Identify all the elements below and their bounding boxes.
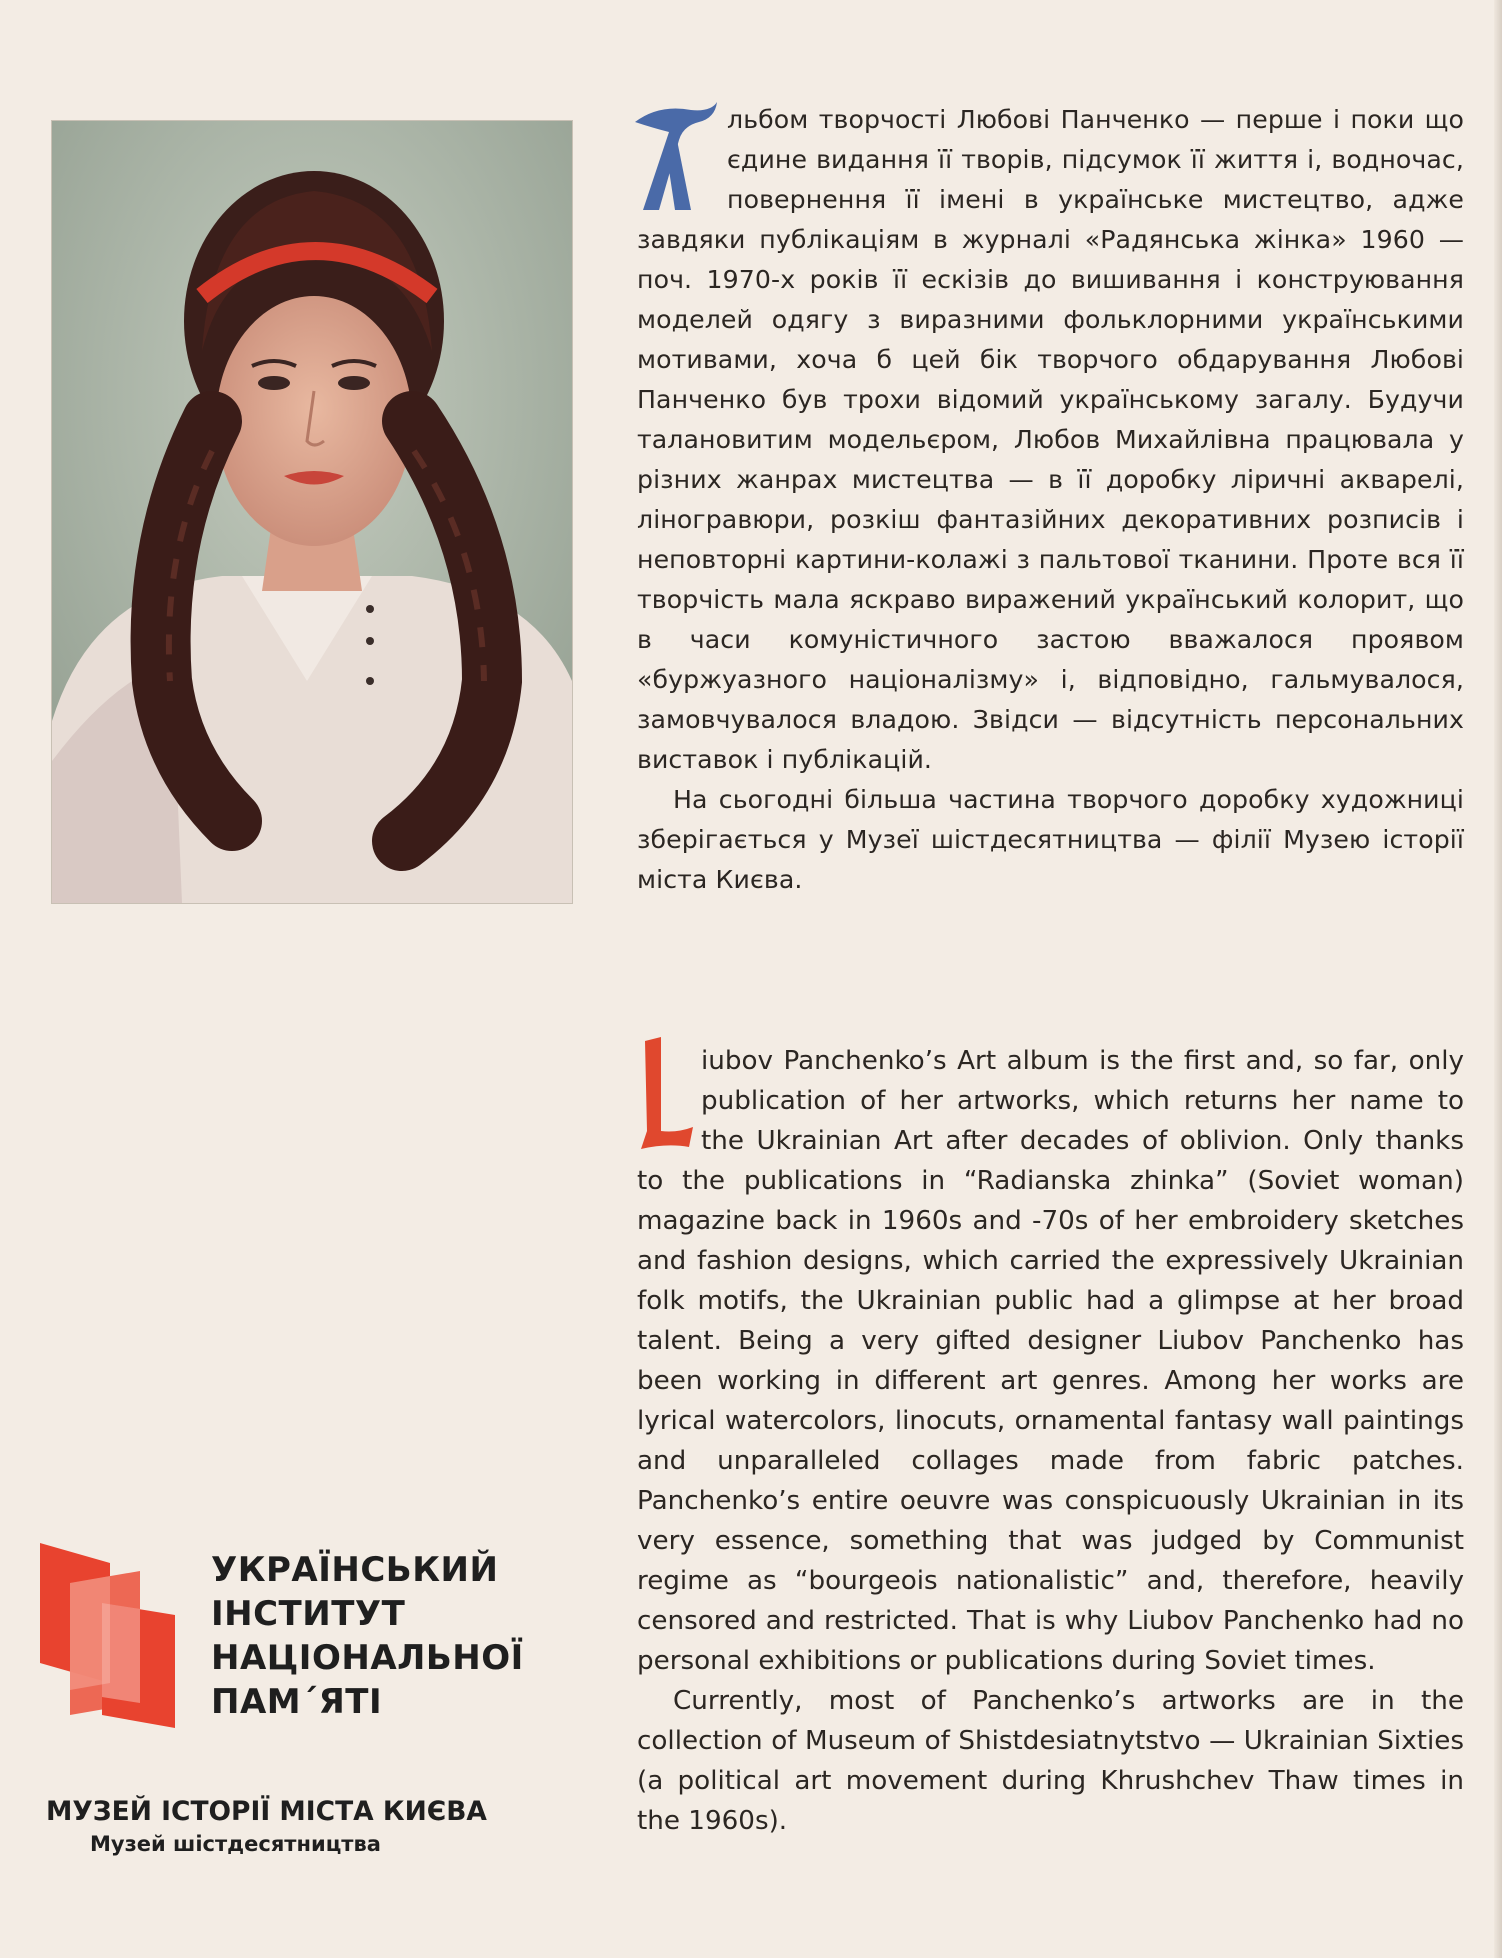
article-ua [629, 100, 1464, 900]
en-paragraph-1: iubov Panchenko’s Art album is the first and, so far, only publication of her artworks, which returns her name to the Ukrainian Art after decades of oblivion. Only thanks to the publications in “Radianska zhinka” (Soviet woman) magazine back in 1960s and -70s of her embroidery sketches and fashion designs, which carried the expressively Ukrainian folk motifs, the Ukrainian public had a glimpse at her broad talent. Being a very gifted designer Liubov Panchenko has been working in different art genres. Among her works are lyrical watercolors, linocuts, ornamental fantasy wall paintings and unparalleled collages made from fabric patches. Panchenko’s entire oeuvre was conspicuously Ukrainian in its very essence, something that was judged by Communist regime as “bourgeois nationalistic” and, therefore, heavily censored and restricted. That is why Liubov Panchenko had no personal exhibitions or publications during Soviet times. [637, 1046, 1464, 1676]
en-paragraph-2: Currently, most of Panchenko’s artworks are in the collection of Museum of Shistdesiatnytstvo — Ukrainian Sixties (a political art movement during Khrushchev Thaw times in the 1960s). [637, 1686, 1464, 1836]
institute-line-3: НАЦІОНАЛЬНОЇ [211, 1638, 524, 1678]
dropcap-en [637, 1035, 695, 1153]
museum-name: МУЗЕЙ ІСТОРІЇ МІСТА КИЄВА [46, 1796, 487, 1827]
institute-line-1: УКРАЇНСЬКИЙ [211, 1550, 499, 1590]
museum-subname: Музей шістдесятництва [90, 1832, 381, 1856]
dropcap-ua-letter: А [629, 100, 630, 101]
article-en [637, 1035, 1464, 1841]
portrait-photo [52, 121, 572, 903]
institute-name [211, 1548, 524, 1724]
institute-logo-mark [40, 1543, 175, 1728]
institute-line-2: ІНСТИТУТ [211, 1594, 406, 1634]
dropcap-ua [629, 100, 721, 218]
page-edge [1494, 0, 1502, 1958]
ua-paragraph-2: На сьогодні більша частина творчого доробку художниці зберігається у Музеї шістдесятництва — філії Музею історії міста Києва. [637, 785, 1464, 894]
ua-paragraph-1: льбом творчості Любові Панченко — перше і поки що єдине видання її творів, підсумок її життя і, водночас, повернення її імені в українське мистецтво, адже завдяки публікаціям в журналі «Радянська жінка» 1960 — поч. 1970-х років її ескізів до вишивання і конструювання моделей одягу з виразними фольклорними українськими мотивами, хоча б цей бік творчого обдарування Любові Панченко був трохи відомий українському загалу. Будучи талановитим модельєром, Любов Михайлівна працювала у різних жанрах мистецтва — в її доробку ліричні акварелі, ліногравюри, розкіш фантазійних декоративних розписів і неповторні картини-колажі з пальтової тканини. Проте вся її творчість мала яскраво виражений український колорит, що в часи комуністичного застою вважалося проявом «буржуазного націоналізму» і, відповідно, гальмувалося, замовчувалося владою. Звідси — відсутність персональних виставок і публікацій. [637, 105, 1464, 774]
institute-line-4: ПАМ´ЯТІ [211, 1682, 383, 1722]
dropcap-en-letter: L [637, 1035, 638, 1036]
